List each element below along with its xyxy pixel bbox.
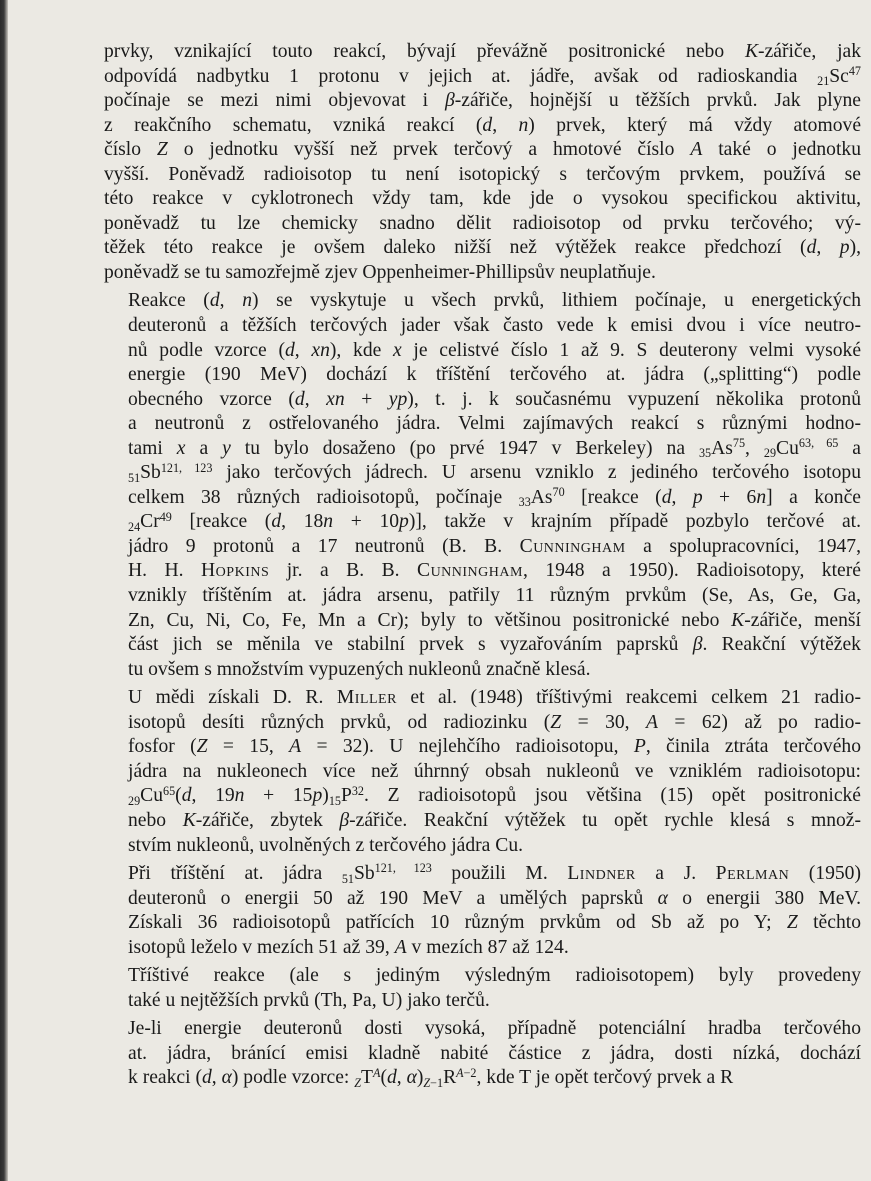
text-line: vyšší. Poněvadž radioisotop tu není isotopický s terčovým prvkem, používá se bbox=[104, 163, 861, 185]
text-line: poněvadž se tu samozřejmě zjev Oppenheimer-Phillipsův neuplatňuje. bbox=[104, 261, 656, 283]
text-line: prvky, vznikající touto reakcí, bývají převážně positronické nebo K-zářiče, jak bbox=[104, 41, 862, 62]
text-line: $_{24}Cr^{49}$ [reakce (d, 18n + 10p)], takže v krajním případě pozbylo terčové at. bbox=[128, 509, 861, 535]
text-line: těžek této reakce je ovšem daleko nižší než výtěžek reakce předchozí (d, p), bbox=[104, 237, 861, 259]
text-line: této reakce v cyklotronech vždy tam, kde jde o vysokou specifickou aktivitu, bbox=[104, 188, 861, 210]
paragraph bbox=[104, 862, 861, 960]
text-line: a neutronů z ostřelovaného jádra. Velmi zajímavých reakcí s různými hodno- bbox=[128, 413, 861, 435]
text-line: $_{51}$Sb$^{121, 123}$ jako terčových jádrech. U arsenu vzniklo z jediného terčového isotopu bbox=[128, 460, 862, 485]
text-line: $_{29}Cu^{65}(d$, $19n + 15p)_{15}P^{32}$. Z radioisotopů jsou většina (15) opět positronické bbox=[128, 783, 862, 809]
text-line: z reakčního schematu, vzniká reakcí (d, n) prvek, který má vždy atomové bbox=[104, 114, 862, 136]
text-line: Tříštivé reakce (ale s jediným výsledným radioisotopem) byly provedeny bbox=[128, 965, 861, 987]
paragraph bbox=[104, 289, 861, 682]
text-line: Je-li energie deuteronů dosti vysoká, případně potenciální hradba terčového bbox=[128, 1018, 861, 1040]
book-page-text bbox=[104, 40, 861, 1095]
paragraph bbox=[104, 686, 861, 858]
text-line: jádra na nukleonech více než úhrnný obsah nukleonů ve vzniklém radioisotopu: bbox=[128, 760, 861, 782]
text-line: k reakci (d, α) podle vzorce: $_ZT^A(d$, $\alpha)_{Z-1}R^{A-2}$, kde T je opět terčový prvek a R bbox=[128, 1065, 734, 1091]
text-line: Při tříštění at. jádra $_{51}$Sb$^{121, 123}$ použili M. Lindner a J. Perlman (1950) bbox=[128, 861, 862, 886]
text-line: tami x a y tu bylo dosaženo (po prvé 1947 v Berkeley) na $_{35}As^{75}$, $_{29}$Cu$^{63, 65}$ a bbox=[128, 436, 861, 461]
text-line: tu ovšem s množstvím vypuzených nukleonů značně klesá. bbox=[128, 658, 591, 680]
text-line: nů podle vzorce (d, xn), kde x je celistvé číslo 1 až 9. S deuterony velmi vysoké bbox=[128, 339, 862, 361]
text-line: energie (190 MeV) dochází k tříštění terčového at. jádra („splitting“) podle bbox=[128, 364, 861, 386]
text-line: H. H. Hopkins jr. a B. B. Cunningham, 1948 a 1950). Radioisotopy, které bbox=[128, 560, 861, 582]
text-line: počínaje se mezi nimi objevovat i β-zářiče, hojnější u těžších prvků. Jak plyne bbox=[104, 90, 861, 112]
text-line: isotopů desíti různých prvků, od radiozinku (Z = 30, A = 62) až po radio- bbox=[128, 711, 861, 733]
text-line: stvím nukleonů, uvolněných z terčového jádra Cu. bbox=[128, 834, 524, 856]
text-line: deuteronů o energii 50 až 190 MeV a umělých paprsků α o energii 380 MeV. bbox=[128, 887, 861, 909]
text-line: odpovídá nadbytku 1 protonu v jejich at. jádře, avšak od radioskandia $_{21}Sc^{47}$ bbox=[104, 63, 861, 89]
text-line: deuteronů a těžších terčových jader však často vede k emisi dvou i více neutro- bbox=[128, 315, 861, 337]
text-line: Zn, Cu, Ni, Co, Fe, Mn a Cr); byly to většinou positronické nebo K-zářiče, menší bbox=[128, 609, 861, 631]
text-line: fosfor (Z = 15, A = 32). U nejlehčího radioisotopu, P, činila ztráta terčového bbox=[128, 736, 861, 758]
text-line: nebo K-zářiče, zbytek β-zářiče. Reakční výtěžek tu opět rychle klesá s množ- bbox=[128, 809, 862, 831]
paragraph bbox=[104, 40, 861, 285]
text-line: také u nejtěžších prvků (Th, Pa, U) jako terčů. bbox=[128, 989, 490, 1011]
text-line: číslo Z o jednotku vyšší než prvek terčový a hmotové číslo A také o jednotku bbox=[104, 139, 862, 161]
text-line: Získali 36 radioisotopů patřících 10 různým prvkům od Sb až po Y; Z těchto bbox=[128, 912, 861, 934]
paragraph bbox=[104, 1017, 861, 1091]
text-line: isotopů leželo v mezích 51 až 39, A v mezích 87 až 124. bbox=[128, 936, 569, 958]
text-line: U mědi získali D. R. Miller et al. (1948) tříštivými reakcemi celkem 21 radio- bbox=[128, 687, 861, 709]
text-line: obecného vzorce (d, xn + yp), t. j. k současnému vypuzení několika protonů bbox=[128, 388, 862, 410]
text-line: Reakce (d, n) se vyskytuje u všech prvků, lithiem počínaje, u energetických bbox=[128, 290, 862, 312]
text-line: poněvadž tu lze chemicky snadno dělit radioisotop od prvku terčového; vý- bbox=[104, 212, 861, 234]
book-binding-edge bbox=[0, 0, 8, 1181]
text-line: celkem 38 různých radioisotopů, počínaje $_{33}As^{70}$ [reakce (d, p + 6n] a konče bbox=[128, 485, 861, 510]
text-line: vznikly tříštěním at. jádra arsenu, patřily 11 různým prvkům (Se, As, Ge, Ga, bbox=[128, 585, 861, 607]
text-line: část jich se měnila ve stabilní prvek s vyzařováním paprsků β. Reakční výtěžek bbox=[128, 634, 861, 656]
text-line: at. jádra, bránící emisi kladně nabité částice z jádra, dosti nízká, dochází bbox=[128, 1042, 861, 1064]
paragraph bbox=[104, 964, 861, 1013]
text-line: jádro 9 protonů a 17 neutronů (B. B. Cunningham a spolupracovníci, 1947, bbox=[128, 535, 861, 557]
